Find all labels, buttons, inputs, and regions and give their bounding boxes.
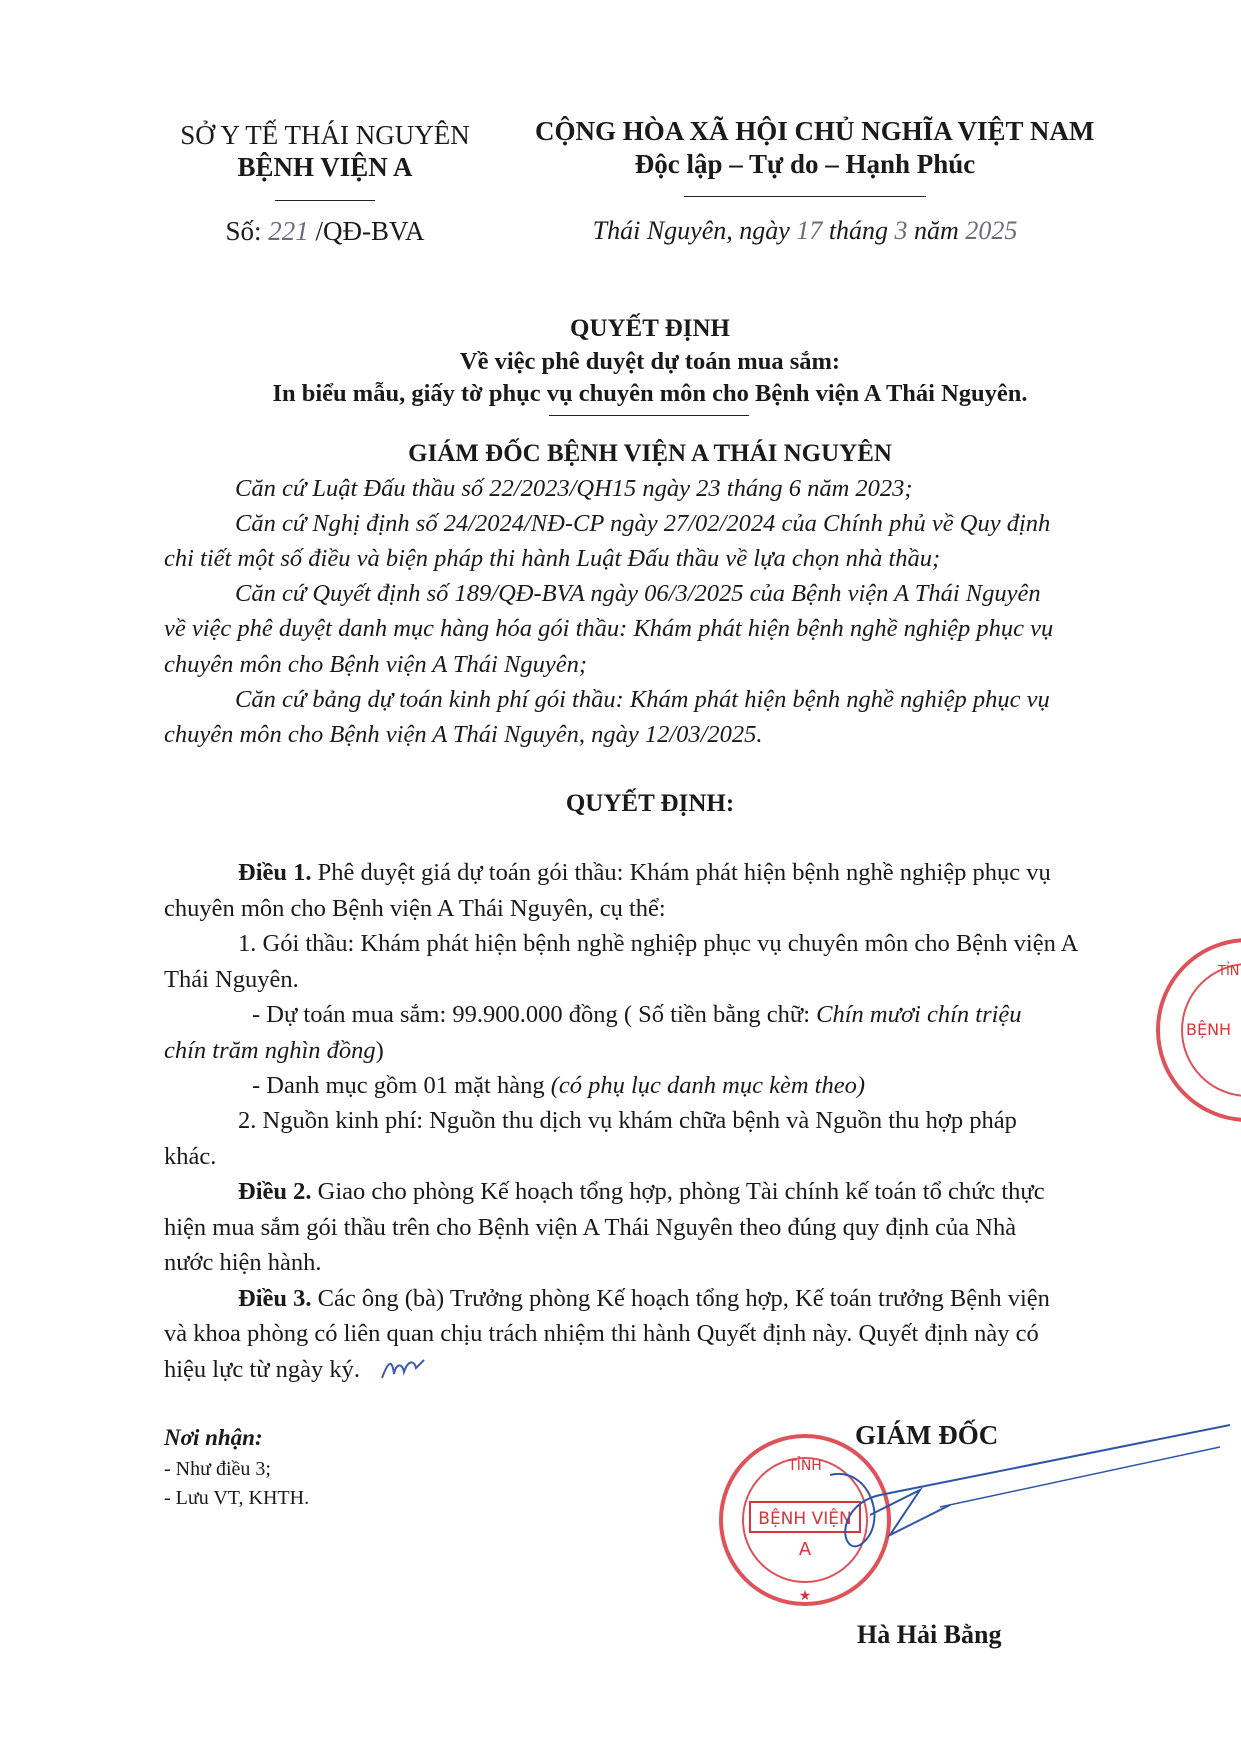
basis-line: Căn cứ Quyết định số 189/QĐ-BVA ngày 06/3/2025 của Bệnh viện A Thái Nguyên [235, 580, 1041, 607]
article2-line: nước hiện hành. [164, 1249, 322, 1276]
funding-line: khác. [164, 1143, 217, 1170]
document-title: QUYẾT ĐỊNH [570, 315, 730, 342]
signer-name: Hà Hải Bằng [857, 1620, 1002, 1649]
basis-line: về việc phê duyệt danh mục hàng hóa gói thầu: Khám phát hiện bệnh nghề nghiệp phục vụ [164, 615, 1054, 642]
document-subject-line1: Về việc phê duyệt dự toán mua sắm: [459, 348, 841, 375]
nation-motto: Độc lập – Tự do – Hạnh Phúc [634, 149, 976, 179]
date-day: 17 [796, 216, 823, 245]
header-right-rule [684, 196, 926, 197]
article3-line: và khoa phòng có liên quan chịu trách nhiệm thi hành Quyết định này. Quyết định này có [164, 1320, 1039, 1347]
basis-line: chuyên môn cho Bệnh viện A Thái Nguyên; [164, 651, 587, 678]
article1-item: 1. Gói thầu: Khám phát hiện bệnh nghề nghiệp phục vụ chuyên môn cho Bệnh viện A [238, 930, 1079, 957]
date-year: 2025 [965, 216, 1018, 245]
recipient-item: - Lưu VT, KHTH. [164, 1487, 310, 1509]
issue-date: Thái Nguyên, ngày 17 tháng 3 năm 2025 [592, 216, 1018, 245]
funding-line: 2. Nguồn kinh phí: Nguồn thu dịch vụ khám chữa bệnh và Nguồn thu hợp pháp [238, 1107, 1017, 1134]
recipients-heading: Nơi nhận: [164, 1425, 263, 1450]
basis-line: Căn cứ bảng dự toán kinh phí gói thầu: Khám phát hiện bệnh nghề nghiệp phục vụ [235, 686, 1050, 713]
date-month: 3 [894, 216, 908, 245]
article1-line: Điều 1. Phê duyệt giá dự toán gói thầu: Khám phát hiện bệnh nghề nghiệp phục vụ [238, 859, 1051, 886]
document-subject-line2: In biểu mẫu, giấy tờ phục vụ chuyên môn cho Bệnh viện A Thái Nguyên. [272, 380, 1028, 407]
svg-text:★: ★ [798, 1588, 812, 1604]
budget-line: - Dự toán mua sắm: 99.900.000 đồng ( Số tiền bằng chữ: Chín mươi chín triệu [252, 1001, 1022, 1028]
page-seal [1140, 935, 1241, 1125]
article1-line: chuyên môn cho Bệnh viện A Thái Nguyên, cụ thể: [164, 895, 666, 922]
basis-line: Căn cứ Nghị định số 24/2024/NĐ-CP ngày 27/02/2024 của Chính phủ về Quy định [235, 510, 1051, 537]
article3-line: Điều 3. Các ông (bà) Trưởng phòng Kế hoạch tổng hợp, Kế toán trưởng Bệnh viện [238, 1285, 1050, 1312]
item-list-line: - Danh mục gồm 01 mặt hàng (có phụ lục danh mục kèm theo) [252, 1072, 866, 1099]
signer-title: GIÁM ĐỐC [855, 1420, 999, 1450]
title-rule [549, 415, 749, 416]
official-seal [715, 1430, 895, 1610]
article2-label: Điều 2. [238, 1178, 312, 1205]
basis-line: chuyên môn cho Bệnh viện A Thái Nguyên, ngày 12/03/2025. [164, 721, 763, 748]
basis-line: chi tiết một số điều và biện pháp thi hành Luật Đấu thầu về lựa chọn nhà thầu; [164, 545, 941, 572]
article3-line: hiệu lực từ ngày ký. [164, 1356, 360, 1383]
issuing-authority: GIÁM ĐỐC BỆNH VIỆN A THÁI NGUYÊN [408, 440, 892, 467]
svg-text:BỆNH VIỆN: BỆNH VIỆN [758, 1509, 852, 1529]
document-number-value: 221 [268, 216, 309, 246]
article1-item: Thái Nguyên. [164, 966, 299, 993]
budget-in-words: Chín mươi chín triệu [816, 1001, 1022, 1028]
svg-text:TỈN: TỈN [1218, 964, 1240, 979]
article1-label: Điều 1. [238, 859, 312, 886]
decision-heading: QUYẾT ĐỊNH: [565, 790, 735, 817]
article2-line: hiện mua sắm gói thầu trên cho Bệnh viện A Thái Nguyên theo đúng quy định của Nhà [164, 1214, 1017, 1241]
nation-title: CỘNG HÒA XÃ HỘI CHỦ NGHĨA VIỆT NAM [535, 116, 1095, 146]
budget-line-cont: chín trăm nghìn đồng) [164, 1037, 384, 1064]
hospital-name: BỆNH VIỆN A [237, 152, 413, 182]
article3-label: Điều 3. [238, 1285, 312, 1312]
svg-text:BỆNH: BỆNH [1186, 1020, 1232, 1039]
basis-line: Căn cứ Luật Đấu thầu số 22/2023/QH15 ngày 23 tháng 6 năm 2023; [235, 475, 913, 502]
svg-text:TỈNH: TỈNH [788, 1458, 822, 1474]
initials-mark [378, 1354, 428, 1384]
recipient-item: - Như điều 3; [164, 1458, 271, 1480]
article2-line: Điều 2. Giao cho phòng Kế hoạch tổng hợp, phòng Tài chính kế toán tổ chức thực [238, 1178, 1045, 1205]
header-left-rule [275, 200, 375, 201]
document-number: Số: 221 /QĐ-BVA [225, 216, 425, 246]
svg-text:A: A [798, 1539, 812, 1560]
agency-name: SỞ Y TẾ THÁI NGUYÊN [180, 120, 470, 150]
